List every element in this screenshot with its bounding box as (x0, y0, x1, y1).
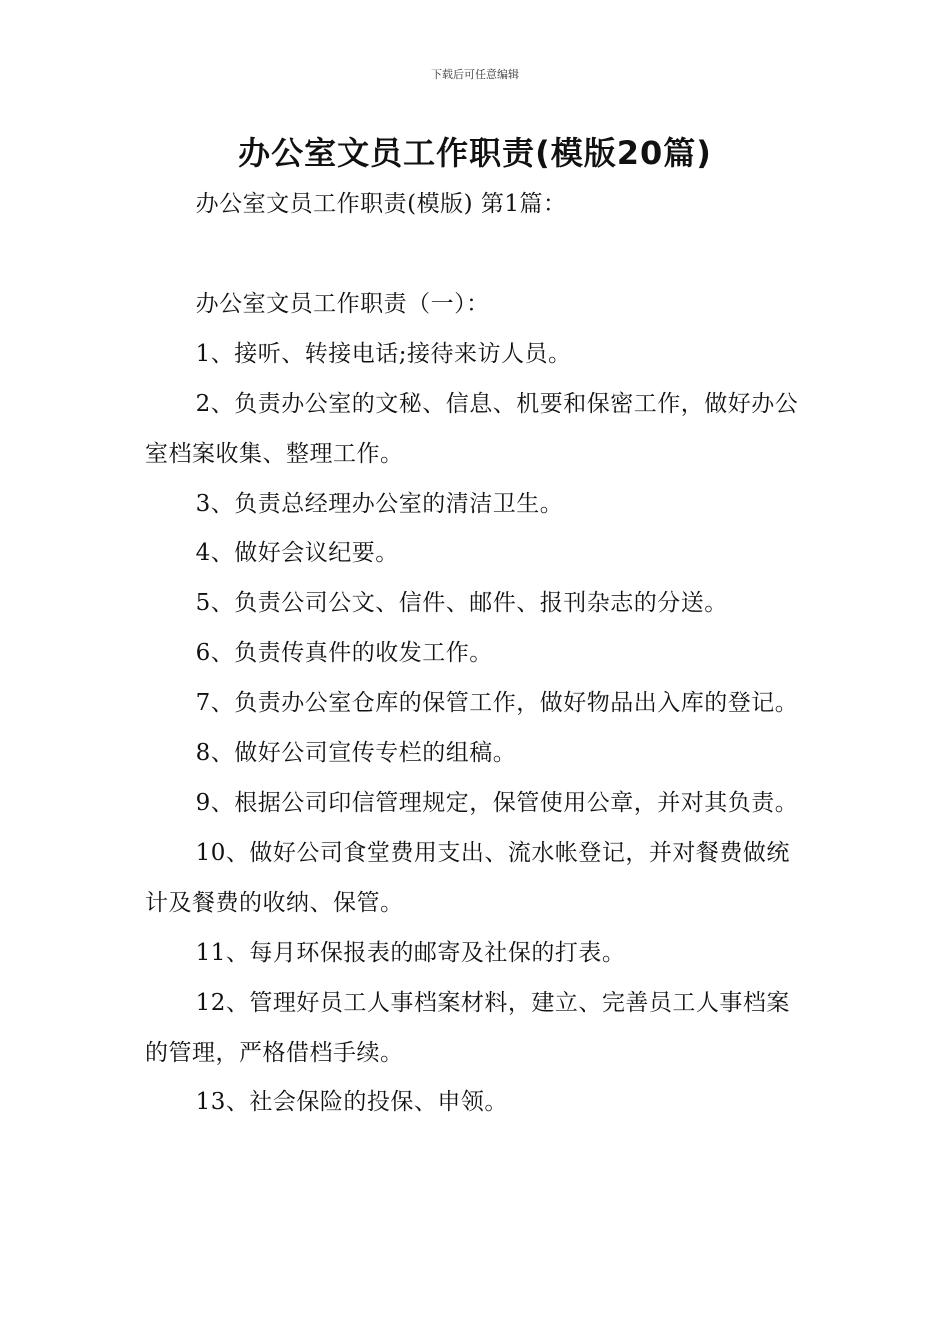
duty-item: 2、负责办公室的文秘、信息、机要和保密工作，做好办公室档案收集、整理工作。 (145, 390, 799, 467)
duty-item: 11、每月环保报表的邮寄及社保的打表。 (195, 939, 626, 966)
blank-line (145, 230, 810, 280)
duty-item: 3、负责总经理办公室的清洁卫生。 (195, 490, 564, 517)
duty-item: 1、接听、转接电话;接待来访人员。 (195, 340, 572, 367)
document-body (145, 180, 810, 1128)
section-heading: 办公室文员工作职责(模版) 第1篇： (195, 191, 567, 217)
header-note: 下载后可任意编辑 (431, 68, 519, 81)
page-title: 办公室文员工作职责(模版20篇) (238, 134, 712, 172)
duty-item: 8、做好公司宣传专栏的组稿。 (195, 740, 517, 767)
duty-item: 9、根据公司印信管理规定，保管使用公章，并对其负责。 (195, 789, 799, 816)
duty-item: 6、负责传真件的收发工作。 (195, 640, 493, 667)
duty-item: 12、管理好员工人事档案材料，建立、完善员工人事档案的管理，严格借档手续。 (145, 989, 790, 1066)
duty-item: 4、做好会议纪要。 (195, 540, 399, 567)
subsection-heading: 办公室文员工作职责（一）： (195, 290, 490, 317)
duty-item: 7、负责办公室仓库的保管工作，做好物品出入库的登记。 (195, 690, 799, 717)
duty-item: 10、做好公司食堂费用支出、流水帐登记，并对餐费做统计及餐费的收纳、保管。 (145, 839, 790, 916)
duty-item: 5、负责公司公文、信件、邮件、报刊杂志的分送。 (195, 590, 728, 617)
duty-item: 13、社会保险的投保、申领。 (195, 1089, 508, 1116)
